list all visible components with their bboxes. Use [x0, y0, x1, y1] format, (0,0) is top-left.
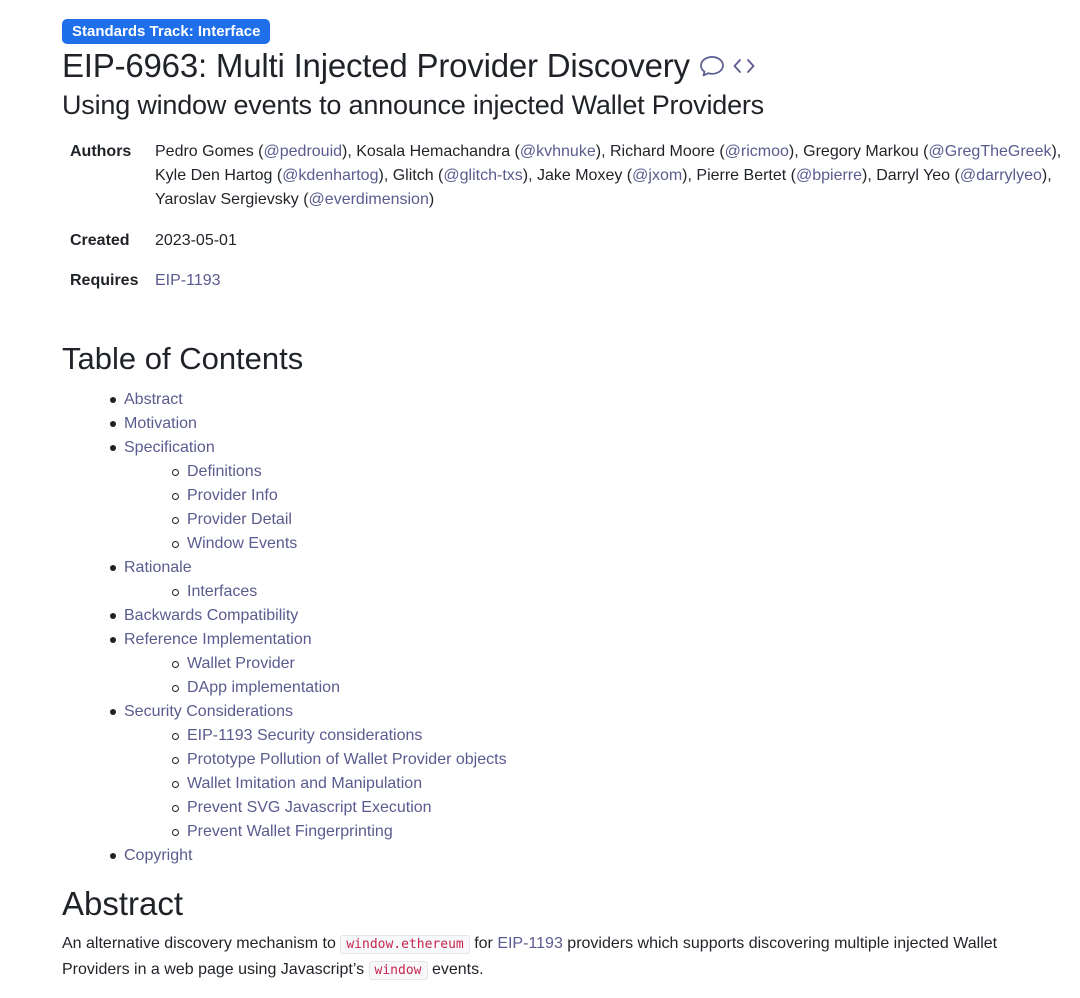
author-name: Richard Moore	[609, 143, 715, 160]
toc-link[interactable]: Definitions	[187, 463, 262, 480]
toc-link[interactable]: Provider Detail	[187, 511, 292, 528]
bullet-disc-icon	[110, 421, 116, 427]
created-label: Created	[70, 232, 130, 249]
inline-code-window: window	[369, 961, 428, 980]
toc-link[interactable]: Prototype Pollution of Wallet Provider objects	[187, 751, 507, 768]
toc-item	[62, 748, 507, 772]
toc-item	[62, 604, 507, 628]
toc-item	[62, 652, 507, 676]
bullet-circle-icon	[172, 493, 179, 500]
author-handle-link[interactable]: @darrylyeo	[959, 167, 1042, 184]
title-row	[62, 44, 756, 88]
bullet-circle-icon	[172, 589, 179, 596]
toc-link[interactable]: Reference Implementation	[124, 631, 312, 648]
bullet-disc-icon	[110, 565, 116, 571]
toc-link[interactable]: Rationale	[124, 559, 192, 576]
abstract-text: for	[469, 935, 498, 952]
authors-row	[70, 140, 1070, 212]
abstract-heading: Abstract	[62, 885, 184, 922]
toc-link[interactable]: Window Events	[187, 535, 298, 552]
author-handle-link[interactable]: @pedrouid	[263, 143, 343, 160]
toc-item	[62, 556, 507, 580]
toc-item	[62, 676, 507, 700]
toc-link[interactable]: Interfaces	[187, 583, 258, 600]
speech-bubble-icon[interactable]	[699, 54, 725, 78]
toc-link[interactable]: Security Considerations	[124, 703, 293, 720]
toc-link[interactable]: Motivation	[124, 415, 197, 432]
author-handle-link[interactable]: @glitch-txs	[443, 167, 523, 184]
toc-item	[62, 724, 507, 748]
bullet-circle-icon	[172, 469, 179, 476]
toc-item	[62, 628, 507, 652]
toc-link[interactable]: Abstract	[124, 391, 183, 408]
author-handle-link[interactable]: @kvhnuke	[519, 143, 596, 160]
requires-row	[70, 269, 1070, 293]
bullet-circle-icon	[172, 661, 179, 668]
toc-link[interactable]: Prevent Wallet Fingerprinting	[187, 823, 393, 840]
requires-link[interactable]: EIP-1193	[155, 272, 221, 289]
author-name: Pierre Bertet	[696, 167, 787, 184]
page-title: EIP-6963: Multi Injected Provider Discovery	[62, 47, 690, 84]
toc-link[interactable]: Wallet Provider	[187, 655, 295, 672]
bullet-circle-icon	[172, 781, 179, 788]
author-handle-link[interactable]: @ricmoo	[724, 143, 789, 160]
bullet-circle-icon	[172, 805, 179, 812]
authors-label: Authors	[70, 143, 132, 160]
author-name: Pedro Gomes	[155, 143, 254, 160]
toc-item	[62, 844, 507, 868]
inline-code-window-ethereum: window.ethereum	[340, 935, 469, 954]
toc-item	[62, 772, 507, 796]
code-brackets-icon[interactable]	[732, 56, 756, 76]
author-handle-link[interactable]: @everdimension	[308, 191, 429, 208]
toc-item	[62, 820, 507, 844]
toc-link[interactable]: Provider Info	[187, 487, 278, 504]
abstract-paragraph	[62, 932, 1062, 983]
abstract-text: An alternative discovery mechanism to	[62, 935, 341, 952]
page-subtitle: Using window events to announce injected Wallet Providers	[62, 90, 764, 120]
abstract-text: events.	[427, 960, 484, 978]
bullet-disc-icon	[110, 709, 116, 715]
toc-item	[62, 580, 507, 604]
toc-link[interactable]: DApp implementation	[187, 679, 340, 696]
toc-list	[62, 388, 507, 868]
bullet-circle-icon	[172, 757, 179, 764]
eip-1193-link[interactable]: EIP-1193	[497, 935, 563, 952]
author-name: Yaroslav Sergievsky	[155, 191, 299, 208]
created-date: 2023-05-01	[155, 232, 237, 249]
author-name: Jake Moxey	[536, 167, 623, 184]
created-row	[70, 229, 1070, 253]
author-name: Kosala Hemachandra	[356, 143, 511, 160]
author-handle-link[interactable]: @jxom	[632, 167, 683, 184]
bullet-circle-icon	[172, 733, 179, 740]
toc-heading: Table of Contents	[62, 341, 304, 376]
author-name: Glitch	[392, 167, 434, 184]
authors-list: Pedro Gomes (@pedrouid), Kosala Hemachandra (@kvhnuke), Richard Moore (@ricmoo), Gregory Markou (@GregTheGreek), Kyle Den Hartog (@kdenhartog), Glitch (@glitch-txs), Jake Moxey (@jxom), Pierre Bertet (@bpierre), Darryl Yeo (@darrylyeo), Yaroslav Sergievsky (@everdimension)	[155, 143, 1062, 208]
author-name: Darryl Yeo	[876, 167, 951, 184]
author-handle-link[interactable]: @bpierre	[795, 167, 863, 184]
toc-link[interactable]: EIP-1193 Security considerations	[187, 727, 423, 744]
toc-item	[62, 460, 507, 484]
bullet-disc-icon	[110, 637, 116, 643]
bullet-disc-icon	[110, 397, 116, 403]
toc-item	[62, 484, 507, 508]
bullet-circle-icon	[172, 541, 179, 548]
category-badge[interactable]: Standards Track: Interface	[62, 19, 270, 44]
toc-item	[62, 412, 507, 436]
toc-link[interactable]: Wallet Imitation and Manipulation	[187, 775, 423, 792]
requires-label: Requires	[70, 272, 139, 289]
author-name: Gregory Markou	[803, 143, 919, 160]
toc-item	[62, 388, 507, 412]
toc-link[interactable]: Backwards Compatibility	[124, 607, 299, 624]
toc-item	[62, 700, 507, 724]
toc-link[interactable]: Copyright	[124, 847, 193, 864]
toc-item	[62, 436, 507, 460]
toc-link[interactable]: Prevent SVG Javascript Execution	[187, 799, 432, 816]
bullet-circle-icon	[172, 829, 179, 836]
author-name: Kyle Den Hartog	[155, 167, 273, 184]
abstract-text: providers which supports discovering multiple injected Wallet Providers in a web page using Javascript’s	[62, 935, 998, 978]
toc-item	[62, 532, 507, 556]
bullet-disc-icon	[110, 445, 116, 451]
bullet-circle-icon	[172, 517, 179, 524]
author-handle-link[interactable]: @GregTheGreek	[928, 143, 1052, 160]
toc-item	[62, 796, 507, 820]
author-handle-link[interactable]: @kdenhartog	[282, 167, 379, 184]
bullet-circle-icon	[172, 685, 179, 692]
toc-item	[62, 508, 507, 532]
toc-link[interactable]: Specification	[124, 439, 215, 456]
bullet-disc-icon	[110, 853, 116, 859]
bullet-disc-icon	[110, 613, 116, 619]
